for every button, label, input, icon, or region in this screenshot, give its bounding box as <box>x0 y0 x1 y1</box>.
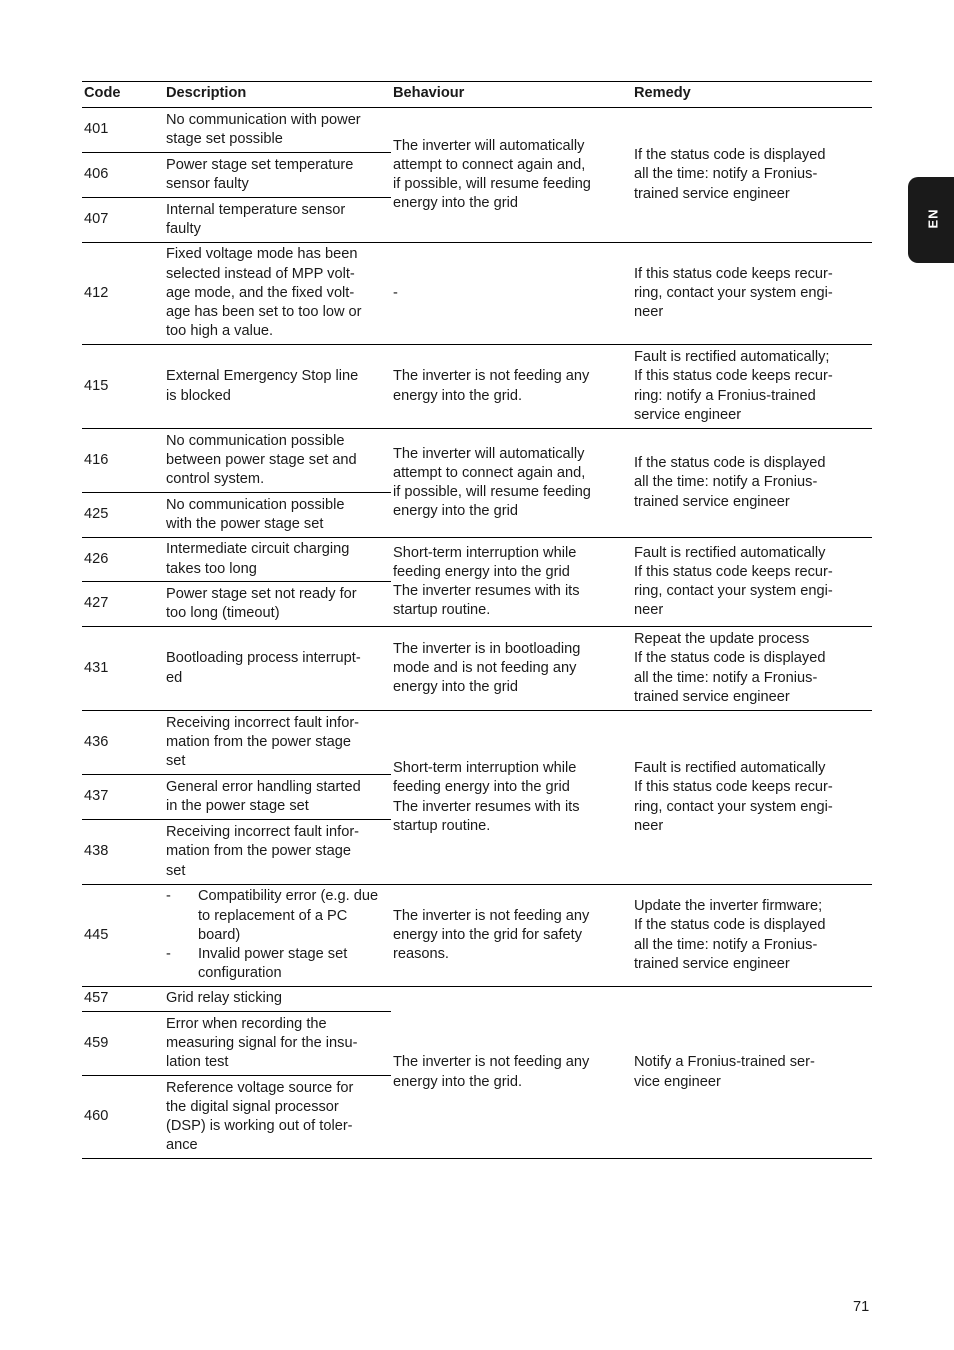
remedy-cell: Fault is rectified automatically If this status code keeps recur- ring, contact your system engi- neer <box>632 711 872 885</box>
status-code-cell: 415 <box>82 345 164 429</box>
header-code: Code <box>82 82 164 108</box>
page-number: 71 <box>853 1299 870 1315</box>
bullet-dash: - <box>166 888 171 905</box>
behaviour-cell: The inverter is not feeding any energy into the grid. <box>391 987 632 1159</box>
description-cell: External Emergency Stop line is blocked <box>164 345 391 429</box>
bullet-item <box>166 945 391 983</box>
behaviour-cell: The inverter is in bootloading mode and is not feeding any energy into the grid <box>391 627 632 711</box>
status-code-cell: 426 <box>82 538 164 582</box>
behaviour-cell: Short-term interruption while feeding energy into the grid The inverter resumes with its startup routine. <box>391 538 632 627</box>
status-code-cell: 437 <box>82 775 164 820</box>
table-row <box>82 627 872 711</box>
behaviour-cell: The inverter is not feeding any energy into the grid for safety reasons. <box>391 885 632 987</box>
remedy-cell: Repeat the update process If the status code is displayed all the time: notify a Fronius- trained service engineer <box>632 627 872 711</box>
description-cell: Receiving incorrect fault infor- mation from the power stage set <box>164 711 391 775</box>
status-code-cell: 436 <box>82 711 164 775</box>
remedy-cell: If the status code is displayed all the time: notify a Fronius- trained service engineer <box>632 429 872 538</box>
table-row <box>82 108 872 153</box>
table-row <box>82 345 872 429</box>
description-cell: Receiving incorrect fault infor- mation from the power stage set <box>164 820 391 885</box>
table-row <box>82 429 872 493</box>
description-cell: Power stage set not ready for too long (timeout) <box>164 582 391 627</box>
description-cell: No communication possible with the power stage set <box>164 493 391 538</box>
status-code-cell: 407 <box>82 198 164 243</box>
status-code-cell: 406 <box>82 153 164 198</box>
description-cell: General error handling started in the power stage set <box>164 775 391 820</box>
table-row <box>82 987 872 1012</box>
status-code-cell: 401 <box>82 108 164 153</box>
table-row <box>82 538 872 582</box>
behaviour-cell: The inverter will automatically attempt to connect again and, if possible, will resume feeding energy into the grid <box>391 429 632 538</box>
status-code-cell: 438 <box>82 820 164 885</box>
remedy-cell: If this status code keeps recur- ring, contact your system engi- neer <box>632 243 872 345</box>
description-cell: No communication with power stage set possible <box>164 108 391 153</box>
description-cell: Grid relay sticking <box>164 987 391 1012</box>
status-code-cell: 445 <box>82 885 164 987</box>
description-cell: Reference voltage source for the digital signal processor (DSP) is working out of toler- ance <box>164 1076 391 1159</box>
table-row <box>82 885 872 987</box>
header-description: Description <box>164 82 391 108</box>
description-cell: Internal temperature sensor faulty <box>164 198 391 243</box>
remedy-cell: Fault is rectified automatically If this status code keeps recur- ring, contact your system engi- neer <box>632 538 872 627</box>
status-code-cell: 460 <box>82 1076 164 1159</box>
remedy-cell: Update the inverter firmware; If the status code is displayed all the time: notify a Fronius- trained service engineer <box>632 885 872 987</box>
status-code-cell: 416 <box>82 429 164 493</box>
behaviour-cell: The inverter is not feeding any energy into the grid. <box>391 345 632 429</box>
bullet-text: Invalid power stage set configuration <box>198 946 348 982</box>
header-behaviour: Behaviour <box>391 82 632 108</box>
language-tab-label: EN <box>925 208 941 229</box>
status-code-cell: 427 <box>82 582 164 627</box>
description-cell: Error when recording the measuring signal for the insu- lation test <box>164 1012 391 1076</box>
bullet-dash: - <box>166 946 171 963</box>
behaviour-cell: The inverter will automatically attempt to connect again and, if possible, will resume feeding energy into the grid <box>391 108 632 243</box>
description-cell: No communication possible between power stage set and control system. <box>164 429 391 493</box>
description-cell: Power stage set temperature sensor faulty <box>164 153 391 198</box>
status-code-cell: 431 <box>82 627 164 711</box>
status-code-cell: 457 <box>82 987 164 1012</box>
description-cell <box>164 885 391 987</box>
behaviour-cell: - <box>391 243 632 345</box>
description-cell: Intermediate circuit charging takes too long <box>164 538 391 582</box>
status-code-cell: 425 <box>82 493 164 538</box>
table-header-row <box>82 82 872 108</box>
table-row <box>82 711 872 775</box>
status-code-cell: 459 <box>82 1012 164 1076</box>
remedy-cell: Notify a Fronius-trained ser- vice engineer <box>632 987 872 1159</box>
remedy-cell: Fault is rectified automatically; If this status code keeps recur- ring: notify a Fronius-trained service engineer <box>632 345 872 429</box>
bullet-item <box>166 887 391 945</box>
remedy-cell: If the status code is displayed all the time: notify a Fronius- trained service engineer <box>632 108 872 243</box>
status-code-table <box>82 81 872 1159</box>
table-row <box>82 243 872 345</box>
header-remedy: Remedy <box>632 82 872 108</box>
description-cell: Fixed voltage mode has been selected instead of MPP volt- age mode, and the fixed volt- age has been set to too low or too high a value. <box>164 243 391 345</box>
status-code-cell: 412 <box>82 243 164 345</box>
bullet-text: Compatibility error (e.g. due to replacement of a PC board) <box>198 888 379 943</box>
description-cell: Bootloading process interrupt- ed <box>164 627 391 711</box>
behaviour-cell: Short-term interruption while feeding energy into the grid The inverter resumes with its startup routine. <box>391 711 632 885</box>
language-tab <box>908 177 954 263</box>
